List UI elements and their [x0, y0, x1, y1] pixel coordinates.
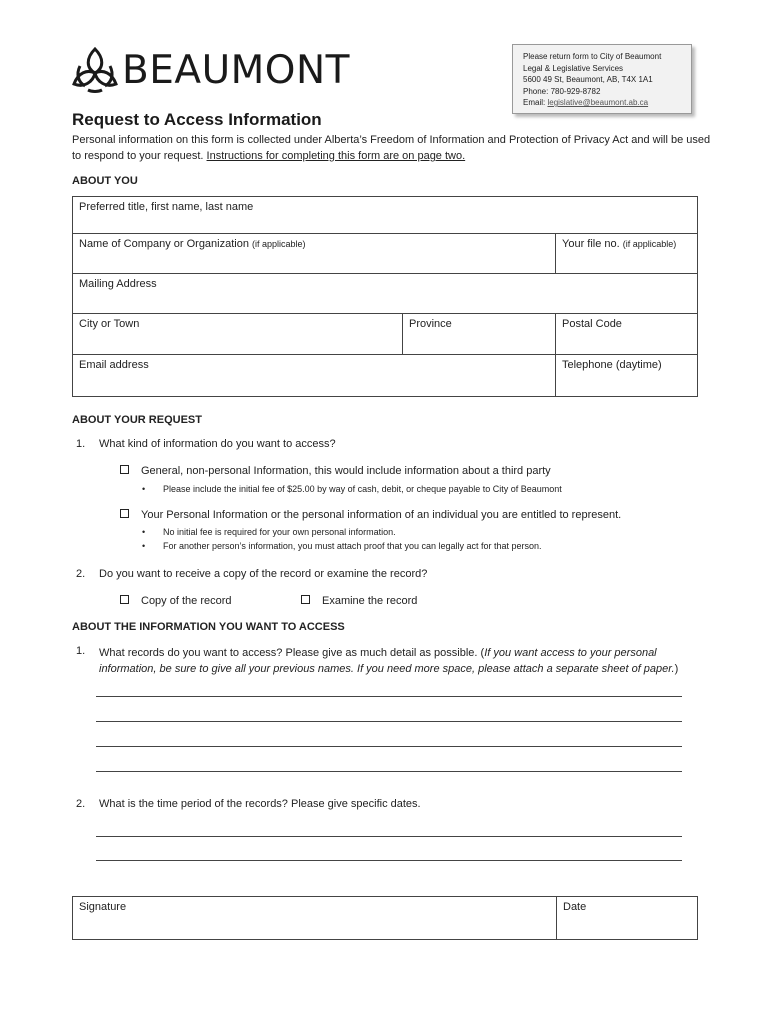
records-answer-line-4[interactable]	[96, 771, 682, 772]
beaumont-logo-icon	[70, 46, 120, 94]
date-label: Date	[563, 901, 587, 913]
name-label: Preferred title, first name, last name	[79, 201, 254, 213]
period-answer-line-1[interactable]	[96, 836, 682, 837]
personal-info-note-2: For another person’s information, you must attach proof that you can legally act for that person.	[163, 541, 542, 551]
period-answer-line-2[interactable]	[96, 860, 682, 861]
logo-wordmark: BEAUMONT	[122, 48, 350, 93]
request-q2-num: 2.	[76, 568, 86, 580]
intro-body: Personal information on this form is collected under Alberta’s Freedom of Information and Protection of Privacy Act and will be used to respond to your request.	[72, 134, 711, 162]
examine-record-checkbox[interactable]	[301, 595, 310, 604]
return-email-row	[523, 97, 691, 109]
city-field[interactable]	[73, 314, 403, 355]
info-q2-text: What is the time period of the records? Please give specific dates.	[99, 798, 421, 810]
personal-info-bullet-dot-1: •	[142, 527, 146, 537]
return-line-2: Legal & Legislative Services	[523, 63, 624, 73]
info-q1-text	[99, 645, 689, 677]
general-info-fee-note: Please include the initial fee of $25.00 by way of cash, debit, or cheque payable to City of Beaumont	[163, 484, 562, 494]
intro-text	[72, 132, 712, 164]
return-line-3: 5600 49 St, Beaumont, AB, T4X 1A1	[523, 75, 653, 84]
info-q1-b: If you want access to your personal information, be sure to give all your previous names. If you need more space, please attach a separate sheet of paper.	[99, 647, 675, 675]
email-label: Email address	[79, 359, 149, 371]
company-label: Name of Company or Organization	[79, 238, 249, 250]
signature-field[interactable]	[73, 897, 557, 940]
page-title: Request to Access Information	[72, 110, 322, 129]
info-q2-num: 2.	[76, 798, 86, 810]
company-field[interactable]	[73, 234, 556, 274]
return-line-1: Please return form to City of Beaumont	[523, 52, 662, 61]
records-answer-line-3[interactable]	[96, 746, 682, 747]
about-you-table	[72, 196, 698, 397]
info-q1-a: What records do you want to access? Please give as much detail as possible. (	[99, 647, 485, 659]
personal-info-bullet-dot-2: •	[142, 541, 146, 551]
postal-label: Postal Code	[562, 318, 622, 330]
return-address-box	[512, 44, 692, 114]
signature-label: Signature	[79, 901, 127, 913]
request-q1	[76, 438, 85, 450]
company-note: (if applicable)	[252, 239, 306, 249]
info-q1-num: 1.	[76, 645, 86, 657]
records-answer-line-1[interactable]	[96, 696, 682, 697]
copy-record-label: Copy of the record	[141, 595, 232, 607]
copy-record-checkbox[interactable]	[120, 595, 129, 604]
file-no-field[interactable]	[556, 234, 698, 274]
records-answer-line-2[interactable]	[96, 721, 682, 722]
email-field[interactable]	[73, 355, 556, 397]
telephone-field[interactable]	[556, 355, 698, 397]
info-q1-c: )	[674, 663, 679, 675]
postal-code-field[interactable]	[556, 314, 698, 355]
about-request-heading: ABOUT YOUR REQUEST	[72, 414, 202, 426]
request-q1-text: What kind of information do you want to access?	[99, 438, 336, 450]
request-q1-num: 1.	[76, 438, 86, 450]
instructions-link[interactable]: Instructions for completing this form are on page two.	[206, 150, 466, 162]
file-no-label: Your file no.	[562, 238, 620, 250]
file-no-note: (if applicable)	[622, 239, 677, 249]
return-email-link[interactable]: legislative@beaumont.ab.ca	[547, 98, 649, 107]
personal-info-label: Your Personal Information or the personal information of an individual you are entitled to represent.	[141, 509, 622, 521]
telephone-label: Telephone (daytime)	[562, 359, 662, 371]
name-field[interactable]	[73, 197, 698, 234]
request-q2-text: Do you want to receive a copy of the record or examine the record?	[99, 568, 428, 580]
signature-table	[72, 896, 698, 940]
mailing-label: Mailing Address	[79, 278, 157, 290]
province-label: Province	[409, 318, 452, 330]
examine-record-label: Examine the record	[322, 595, 418, 607]
personal-info-checkbox[interactable]	[120, 509, 129, 518]
about-info-heading: ABOUT THE INFORMATION YOU WANT TO ACCESS	[72, 621, 345, 633]
general-info-checkbox[interactable]	[120, 465, 129, 474]
about-you-heading: ABOUT YOU	[72, 175, 138, 187]
province-field[interactable]	[403, 314, 556, 355]
return-line-4: Phone: 780-929-8782	[523, 86, 601, 96]
return-email-label: Email:	[523, 98, 546, 107]
mailing-address-field[interactable]	[73, 274, 698, 314]
general-info-label: General, non-personal Information, this would include information about a third party	[141, 465, 551, 477]
general-info-bullet-dot: •	[142, 484, 146, 494]
date-field[interactable]	[557, 897, 698, 940]
city-label: City or Town	[79, 318, 140, 330]
personal-info-note-1: No initial fee is required for your own personal information.	[163, 527, 396, 537]
